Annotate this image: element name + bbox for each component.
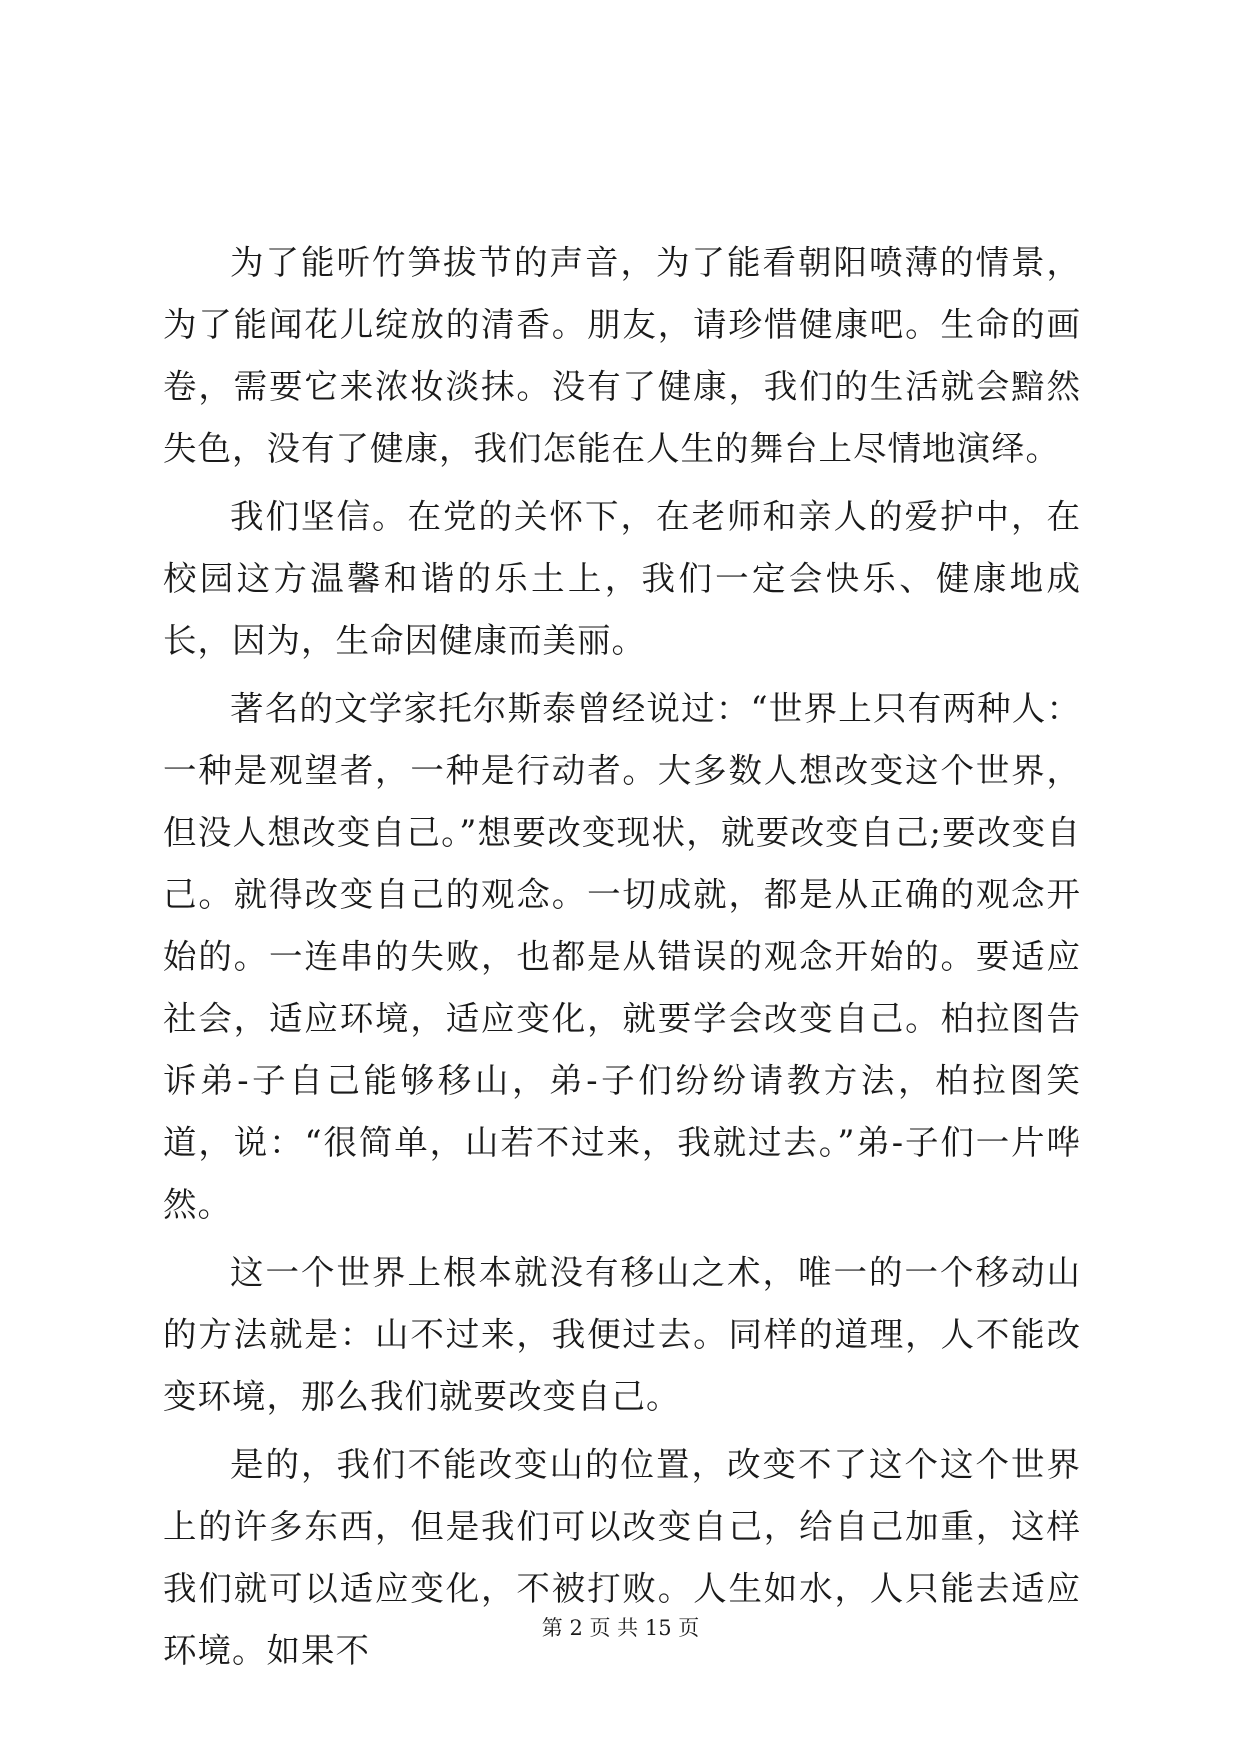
paragraph: 为了能听竹笋拔节的声音，为了能看朝阳喷薄的情景，为了能闻花儿绽放的清香。朋友，请珍惜健康吧。生命的画卷，需要它来浓妆淡抹。没有了健康，我们的生活就会黯然失色，没有了健康，我们怎能在人生的舞台上尽情地演绎。 [163, 243, 1081, 468]
paragraph: 我们坚信。在党的关怀下，在老师和亲人的爱护中，在校园这方温馨和谐的乐土上，我们一定会快乐、健康地成长，因为，生命因健康而美丽。 [163, 497, 1081, 660]
paragraph: 是的，我们不能改变山的位置，改变不了这个这个世界上的许多东西，但是我们可以改变自己，给自己加重，这样我们就可以适应变化，不被打败。人生如水，人只能去适应环境。如果不 [163, 1445, 1081, 1670]
paragraph: 著名的文学家托尔斯泰曾经说过：“世界上只有两种人：一种是观望者，一种是行动者。大多数人想改变这个世界，但没人想改变自己。”想要改变现状，就要改变自己;要改变自己。就得改变自己的观念。一切成就，都是从正确的观念开始的。一连串的失败，也都是从错误的观念开始的。要适应社会，适应环境，适应变化，就要学会改变自己。柏拉图告诉弟-子自己能够移山，弟-子们纷纷请教方法，柏拉图笑道，说：“很简单，山若不过来，我就过去。”弟-子们一片哗然。 [163, 689, 1081, 1224]
page-footer: 第 2 页 共 15 页 [541, 1616, 700, 1640]
paragraph: 这一个世界上根本就没有移山之术，唯一的一个移动山的方法就是：山不过来，我便过去。同样的道理，人不能改变环境，那么我们就要改变自己。 [163, 1253, 1081, 1416]
body-text [163, 232, 1081, 1688]
